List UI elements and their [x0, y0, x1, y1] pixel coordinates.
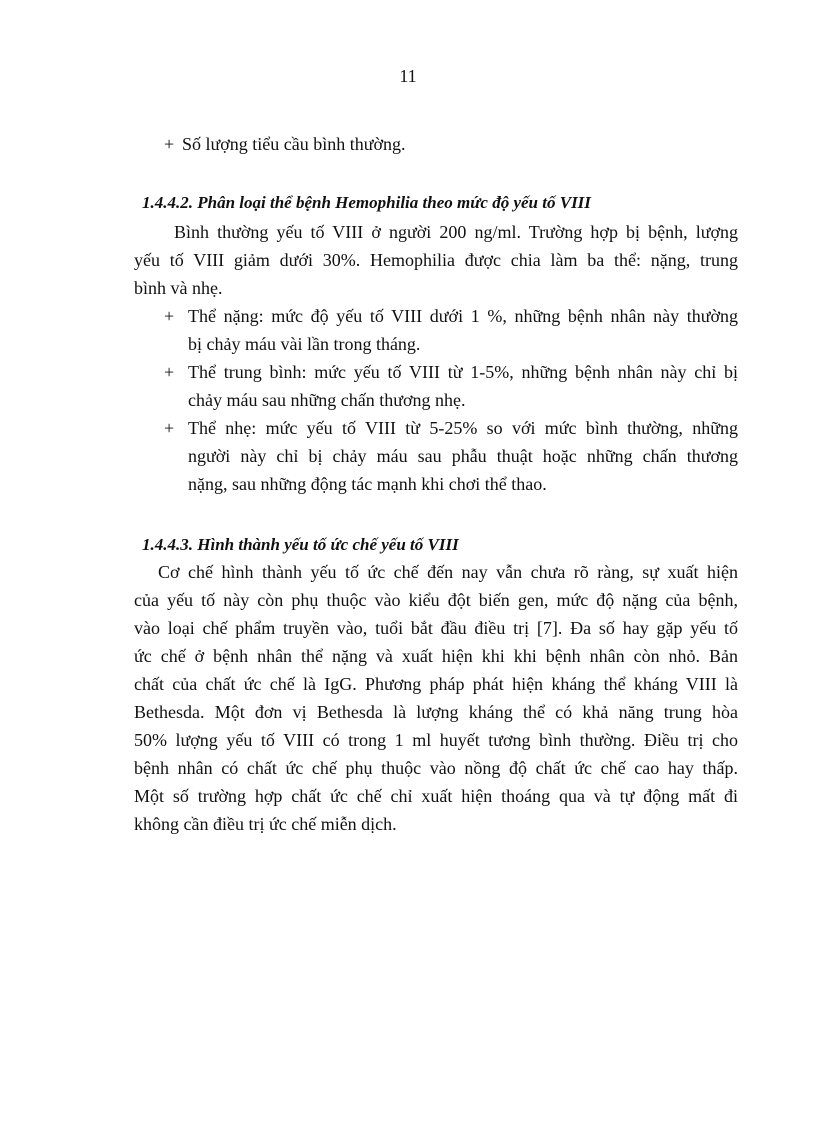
bullet-line: Thể trung bình: mức yếu tố VIII từ 1-5%, những bệnh nhân này chỉ bị — [188, 362, 738, 382]
paragraph-line: Bình thường yếu tố VIII ở người 200 ng/ml. Trường hợp bị bệnh, lượng — [174, 222, 738, 242]
bullet-text — [188, 302, 738, 358]
paragraph-line: bệnh nhân có chất ức chế phụ thuộc vào nồng độ chất ức chế cao hay thấp. — [134, 758, 738, 778]
paragraph-line: Một số trường hợp chất ức chế chỉ xuất hiện thoáng qua và tự động mất đi — [134, 786, 738, 806]
bullet-text: Số lượng tiểu cầu bình thường. — [182, 134, 406, 154]
bullet-line: Thể nhẹ: mức yếu tố VIII từ 5-25% so với mức bình thường, những — [188, 418, 738, 438]
bullet-mark: + — [164, 362, 175, 382]
paragraph-line: của yếu tố này còn phụ thuộc vào kiểu đột biến gen, mức độ nặng của bệnh, — [134, 590, 738, 610]
paragraph-line: 50% lượng yếu tố VIII có trong 1 ml huyết tương bình thường. Điều trị cho — [134, 730, 738, 750]
bullet-text — [188, 414, 738, 498]
paragraph-line: Cơ chế hình thành yếu tố ức chế đến nay vẫn chưa rõ ràng, sự xuất hiện — [158, 562, 738, 582]
bullet-line: Thể nặng: mức độ yếu tố VIII dưới 1 %, những bệnh nhân này thường — [188, 306, 738, 326]
bullet-text — [188, 358, 738, 414]
bullet-mark: + — [164, 306, 175, 326]
section-1-paragraph — [134, 218, 738, 302]
paragraph-line: ức chế ở bệnh nhân thể nặng và xuất hiện khi khi bệnh nhân còn nhỏ. Bản — [134, 646, 738, 666]
bullet-line: chảy máu sau những chấn thương nhẹ. — [188, 390, 466, 410]
paragraph-line: Bethesda. Một đơn vị Bethesda là lượng kháng thể có khả năng trung hòa — [134, 702, 738, 722]
bullet-mark: + — [164, 134, 175, 154]
bullet-line: bị chảy máu vài lần trong tháng. — [188, 334, 421, 354]
paragraph-line: yếu tố VIII giảm dưới 30%. Hemophilia được chia làm ba thể: nặng, trung — [134, 250, 738, 270]
section-heading-1-4-4-3: 1.4.4.3. Hình thành yếu tố ức chế yếu tố VIII — [142, 535, 459, 554]
bullet-line: nặng, sau những động tác mạnh khi chơi thể thao. — [188, 474, 547, 494]
bullet-line: người này chỉ bị chảy máu sau phẫu thuật hoặc những chấn thương — [188, 446, 738, 466]
paragraph-line: không cần điều trị ức chế miễn dịch. — [134, 814, 397, 834]
section-heading-1-4-4-2: 1.4.4.2. Phân loại thể bệnh Hemophilia theo mức độ yếu tố VIII — [142, 193, 591, 212]
paragraph-line: bình và nhẹ. — [134, 278, 223, 298]
paragraph-line: chất của chất ức chế là IgG. Phương pháp phát hiện kháng thể kháng VIII là — [134, 674, 738, 694]
section-2-paragraph — [134, 558, 738, 838]
paragraph-line: vào loại chế phẩm truyền vào, tuổi bắt đầu điều trị [7]. Đa số hay gặp yếu tố — [134, 618, 738, 638]
bullet-mark: + — [164, 418, 175, 438]
page-number: 11 — [399, 66, 417, 86]
